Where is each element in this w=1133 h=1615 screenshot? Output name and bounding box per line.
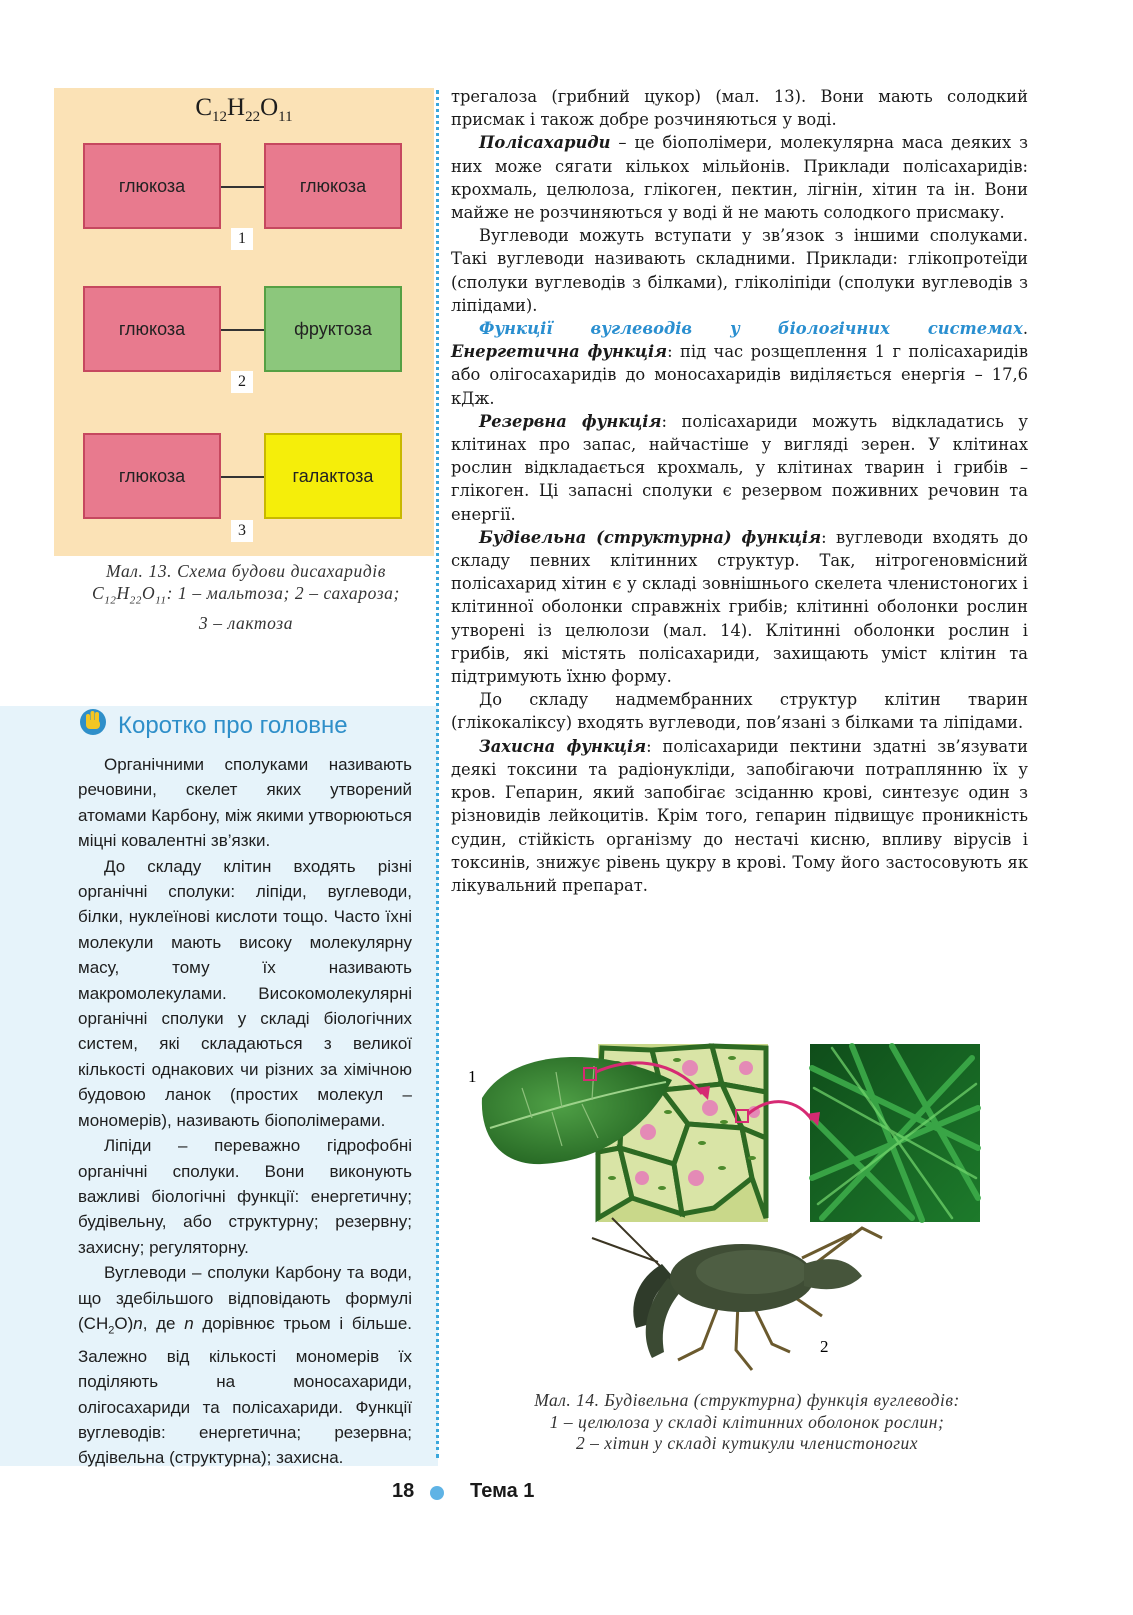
pair1-left-box: глюкоза	[83, 143, 221, 229]
caption13-o-sub: 11	[155, 594, 167, 607]
structural-function-text: : вуглеводи входять до складу певних клітинних структур. Так, нітрогеновмісний полісахарид хітин є у складі зовнішнього скелета членистоногих і клітинної оболонки справжніх грибів; клітинні оболонки рослин утворені із целюлози (мал. 14). Клітинні оболонки рослин і грибів, які містять полісахариди, захищають уміст клітин та підтримують їхню форму.	[451, 527, 1028, 687]
formula-c: C	[195, 94, 213, 121]
pair1-right-box: глюкоза	[264, 143, 402, 229]
p4-sub: 2	[108, 1324, 115, 1337]
energy-function-text: : під час розщеплення 1 г полісахаридів або олігосахаридів до моносахаридів виділяється енергія – 17,6 кДж.	[451, 342, 1029, 408]
paragraph-reserve	[451, 410, 1028, 526]
term-protective-function: Захисна функція	[479, 736, 647, 756]
term-energy-function: Енергетична функція	[451, 342, 668, 362]
term-reserve-function: Резервна функція	[479, 411, 662, 431]
pair2-right-box: фруктоза	[264, 286, 402, 372]
caption14-line1: Мал. 14. Будівельна (структурна) функція вуглеводів:	[534, 1390, 960, 1410]
caption13-h: H	[116, 583, 130, 603]
p4-part-d: дорівнює трьом і більше. Залежно від кількості мономерів їх поділяють на моносахариди, олігосахариди та полісахариди. Функції вуглеводів: енергетична; резервна; будівельна (структурна); захисна.	[78, 1313, 412, 1468]
formula-h-sub: 22	[245, 109, 261, 125]
caption13-line2	[56, 582, 436, 612]
pair1-bond	[221, 186, 266, 188]
page-footer	[0, 1480, 1133, 1510]
p4-n: n	[133, 1313, 143, 1333]
summary-title: Коротко про головне	[118, 712, 348, 739]
disaccharide-formula	[54, 94, 434, 126]
p4-part-b: O)	[114, 1313, 134, 1333]
caption13-h-sub: 22	[129, 594, 142, 607]
figure-13-disaccharide-scheme	[54, 88, 434, 556]
term-structural-function: Будівельна (структурна) функція	[479, 527, 822, 547]
summary-text	[78, 752, 412, 1471]
cellulose-fibres-image	[810, 1044, 980, 1222]
caption13-line2-rest: : 1 – мальтоза; 2 – сахароза;	[166, 583, 400, 603]
term-polysaccharides: Полісахариди	[479, 133, 611, 153]
pair2-number: 2	[231, 371, 253, 393]
figure14-label-1: 1	[468, 1067, 477, 1086]
paragraph-polysaccharides	[451, 131, 1028, 224]
paragraph-glycocalyx: До складу надмембранних структур клітин тварин (глікокаліксу) входять вуглеводи, пов’язані з білками та ліпідами.	[451, 690, 1028, 733]
paragraph-protective	[451, 735, 1028, 897]
summary-paragraph-1: Органічними сполуками називають речовини, скелет яких утворений атомами Карбону, між якими утворюються міцні ковалентні зв’язки.	[78, 755, 412, 851]
caption13-c: C	[92, 583, 105, 603]
caption13-line3: 3 – лактоза	[198, 612, 294, 633]
crayfish-image	[592, 1218, 882, 1370]
summary-paragraph-3: Ліпіди – переважно гідрофобні органічні сполуки. Вони виконують важливі біологічні функції: енергетичну; будівельну, або структурну; резервну; захисну; регуляторну.	[78, 1136, 412, 1257]
topic-label: Тема 1	[470, 1480, 535, 1502]
paragraph-trehalose: трегалоза (грибний цукор) (мал. 13). Вони мають солодкий присмак і також добре розчиняються у воді.	[451, 87, 1028, 130]
functions-heading: Функції вуглеводів у біологічних системах	[479, 319, 1023, 339]
figure-14-illustration	[452, 1028, 1032, 1388]
p4-part-c: , де	[142, 1313, 185, 1333]
paragraph-polysaccharides-text: – це біополімери, молекулярна маса деяких з них може сягати кількох мільйонів. Приклади полісахаридів: крохмаль, целюлоза, глікоген, пектин, лігнін, хітин та ін. Вони майже не розчиняються у воді й не мають солодкого присмаку.	[451, 133, 1028, 223]
paragraph-functions	[451, 317, 1028, 410]
footer-dot-icon	[430, 1486, 444, 1500]
formula-o: O	[260, 94, 279, 121]
paragraph-complex-carbohydrates: Вуглеводи можуть вступати у зв’язок з іншими сполуками. Такі вуглеводи називають складними. Приклади: глікопротеїди (сполуки вуглеводів з білками), гліколіпіди (сполуки вуглеводів з ліпідами).	[451, 226, 1028, 315]
protective-function-text: : полісахариди пектини здатні зв’язувати деякі токсини та радіонукліди, запобігаючи потраплянню їх у кров. Гепарин, який запобігає зсіданню крові, синтезує один з різновидів лейкоцитів. Крім того, гепарин підвищує проникність судин, стійкість організму до нестачі кисню, впливу вірусів і токсинів, знижує рівень цукру в крові. Тому його застосовують як лікувальний препарат.	[451, 736, 1028, 895]
hand-icon	[78, 706, 108, 738]
caption14-line2: 1 – целюлоза у складі клітинних оболонок рослин;	[549, 1411, 945, 1432]
paragraph-structural	[451, 526, 1028, 688]
pair3-number: 3	[231, 520, 253, 542]
functions-heading-dot: .	[1022, 319, 1028, 339]
pair3-right-box: галактоза	[264, 433, 402, 519]
figure14-label-2: 2	[820, 1337, 829, 1356]
summary-paragraph-2: До складу клітин входять різні органічні сполуки: ліпіди, вуглеводи, білки, нуклеїнові кислоти тощо. Часто їхні молекули мають високу молекулярну масу, тому їх називають макромолекулами. Високомолекулярні органічні сполуки у складі біологічних систем, які складаються з великої кількості однакових чи різних за хімічною будовою ланок (простих молекул – мономерів), називають біополімерами.	[78, 856, 412, 1130]
formula-c-sub: 12	[212, 109, 228, 125]
figure-14-caption	[452, 1390, 1042, 1455]
page-number: 18	[392, 1480, 415, 1502]
figure-13-caption	[56, 560, 436, 634]
p4-part-a: Вуглеводи – сполуки Карбону та води, що здебільшого відповідають формулі (CH	[78, 1263, 412, 1333]
summary-paragraph-4	[78, 1260, 412, 1471]
pair2-left-box: глюкоза	[83, 286, 221, 372]
pair2-bond	[221, 329, 266, 331]
pair1-number: 1	[231, 228, 253, 250]
column-divider	[436, 90, 439, 1458]
caption13-line1: Мал. 13. Схема будови дисахаридів	[106, 561, 386, 581]
p4-n2: n	[184, 1313, 194, 1333]
formula-o-sub: 11	[278, 109, 293, 125]
pair3-bond	[221, 476, 266, 478]
caption14-line3: 2 – хітин у складі кутикули членистоногих	[575, 1433, 919, 1453]
reserve-function-text: : полісахариди можуть відкладатись у клітинах про запас, найчастіше у вигляді зерен. У клітинах рослин відкладається крохмаль, у клітинах тварин і грибів – глікоген. Ці запасні сполуки є резервом поживних речовин та енергії.	[451, 411, 1028, 524]
caption13-o: O	[141, 583, 156, 603]
main-text-column	[451, 85, 1028, 897]
caption13-c-sub: 12	[104, 594, 117, 607]
formula-h: H	[227, 94, 246, 121]
pair3-left-box: глюкоза	[83, 433, 221, 519]
